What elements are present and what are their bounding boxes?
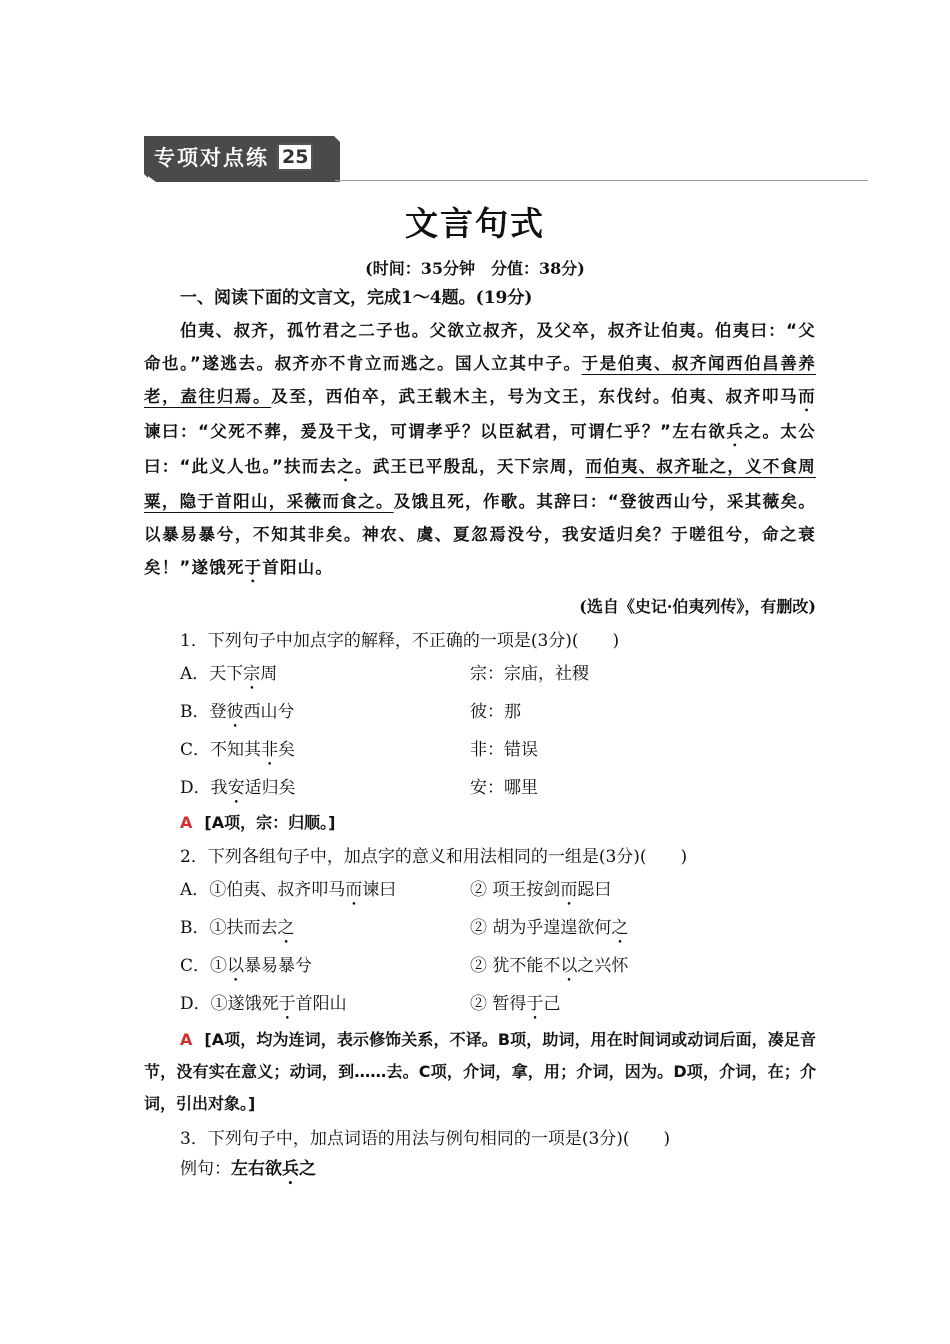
page-title: 文言句式 <box>405 204 545 243</box>
question-3-stem: 3．下列句子中，加点词语的用法与例句相同的一项是(3分)( ) <box>180 1129 671 1149</box>
underlined-sentence-2: 而伯夷、叔齐耻之，义不食周粟，隐于首阳山，采薇而食之。 <box>144 457 816 511</box>
q2-option-b: B．①扶而去之 ② 胡为乎遑遑欲何之 <box>180 918 629 938</box>
question-1-stem: 1．下列句子中加点字的解释，不正确的一项是(3分)( ) <box>180 631 620 651</box>
badge-label: 专项对点练 <box>154 146 269 170</box>
classical-passage <box>144 314 816 586</box>
dotted-char: 于 <box>244 558 263 577</box>
badge-number: 25 <box>277 143 313 171</box>
q2-option-c: C．①以暴易暴兮 ② 犹不能不以之兴怀 <box>180 956 629 976</box>
passage-text: 之。太公曰：“此义人也。”扶而去 <box>144 422 816 476</box>
option-gloss: 安：哪里 <box>470 778 538 798</box>
passage-text: 及饿且死，作歌。其辞曰：“登彼西山兮，采其薇矣。以暴易暴兮，不知其非矣。神农、虞、夏忽焉没兮，我安适归矣？于嗟徂兮，命之衰矣！”遂饿死 <box>144 492 816 577</box>
dotted-char: 宗 <box>243 664 261 684</box>
dotted-char: 之 <box>337 457 355 476</box>
passage-source: (选自《史记·伯夷列传》，有删改) <box>579 597 816 616</box>
passage-text: 伯夷、叔齐，孤竹君之二子也。父欲立叔齐，及父卒，叔齐让伯夷。伯夷曰：“父命也。”遂逃去。叔齐亦不肯立而逃之。国人立其中子。 <box>144 321 816 373</box>
header-divider <box>335 180 868 181</box>
dotted-char: 而 <box>798 387 816 406</box>
dotted-char: 兵 <box>282 1159 299 1179</box>
section-badge <box>144 136 336 180</box>
underlined-sentence-1: 于是伯夷、叔齐闻西伯昌善养老，盍往归焉。 <box>144 354 816 406</box>
q3-example: 例句：左右欲兵之 <box>180 1159 316 1179</box>
q2-option-a: A．①伯夷、叔齐叩马而谏曰 ② 项王按剑而跽曰 <box>180 880 612 900</box>
q1-option-a: A．天下宗周 宗：宗庙，社稷 <box>144 656 816 694</box>
q1-option-c: C．不知其非矣 非：错误 <box>144 732 816 770</box>
passage-text: 谏曰：“父死不葬，爰及干戈，可谓孝乎？以臣弑君，可谓仁乎？”左右欲 <box>144 422 727 441</box>
dotted-char: 之 <box>611 918 629 938</box>
passage-text: 。武王已平殷乱，天下宗周， <box>354 457 586 476</box>
answer-key: A <box>180 813 193 832</box>
answer-explanation: [A项，均为连词，表示修饰关系，不译。B项，助词，用在时间词或动词后面，凑足音节，没有实在意义；动词，到……去。C项，介词，拿，用；介词，因为。D项，介词，在；介词，引出对象。] <box>144 1030 816 1113</box>
dotted-char: 以 <box>560 956 578 976</box>
dotted-char: 于 <box>526 994 544 1014</box>
dotted-char: 于 <box>278 994 296 1014</box>
dotted-char: 而 <box>345 880 363 900</box>
dotted-char: 之 <box>277 918 295 938</box>
answer-key: A <box>180 1030 193 1049</box>
option-gloss: 非：错误 <box>470 740 538 760</box>
section-heading: 一、阅读下面的文言文，完成1～4题。(19分) <box>180 288 533 308</box>
example-label: 例句： <box>180 1159 231 1179</box>
option-gloss: 彼：那 <box>470 702 521 722</box>
dotted-char: 彼 <box>226 702 244 722</box>
passage-text: 首阳山。 <box>262 558 334 577</box>
dotted-char: 非 <box>261 740 279 760</box>
time-score-info: (时间：35分钟 分值：38分) <box>365 259 585 278</box>
option-gloss: 宗：宗庙，社稷 <box>470 664 589 684</box>
dotted-char: 安 <box>227 778 245 798</box>
dotted-char: 以 <box>227 956 245 976</box>
q2-answer <box>144 1024 816 1120</box>
passage-text: 及至，西伯卒，武王载木主，号为文王，东伐纣。伯夷、叔齐叩马 <box>271 387 799 406</box>
q1-option-d: D．我安适归矣 安：哪里 <box>144 770 816 808</box>
q1-option-b: B．登彼西山兮 彼：那 <box>144 694 816 732</box>
q2-option-d: D．①遂饿死于首阳山 ② 暂得于己 <box>180 994 561 1014</box>
question-2-stem: 2．下列各组句子中，加点字的意义和用法相同的一组是(3分)( ) <box>180 847 688 867</box>
dotted-char: 而 <box>560 880 578 900</box>
document-body <box>144 284 816 1189</box>
answer-explanation: [A项，宗：归顺。] <box>204 813 336 832</box>
q1-answer <box>144 808 816 838</box>
dotted-char: 兵 <box>726 422 745 441</box>
